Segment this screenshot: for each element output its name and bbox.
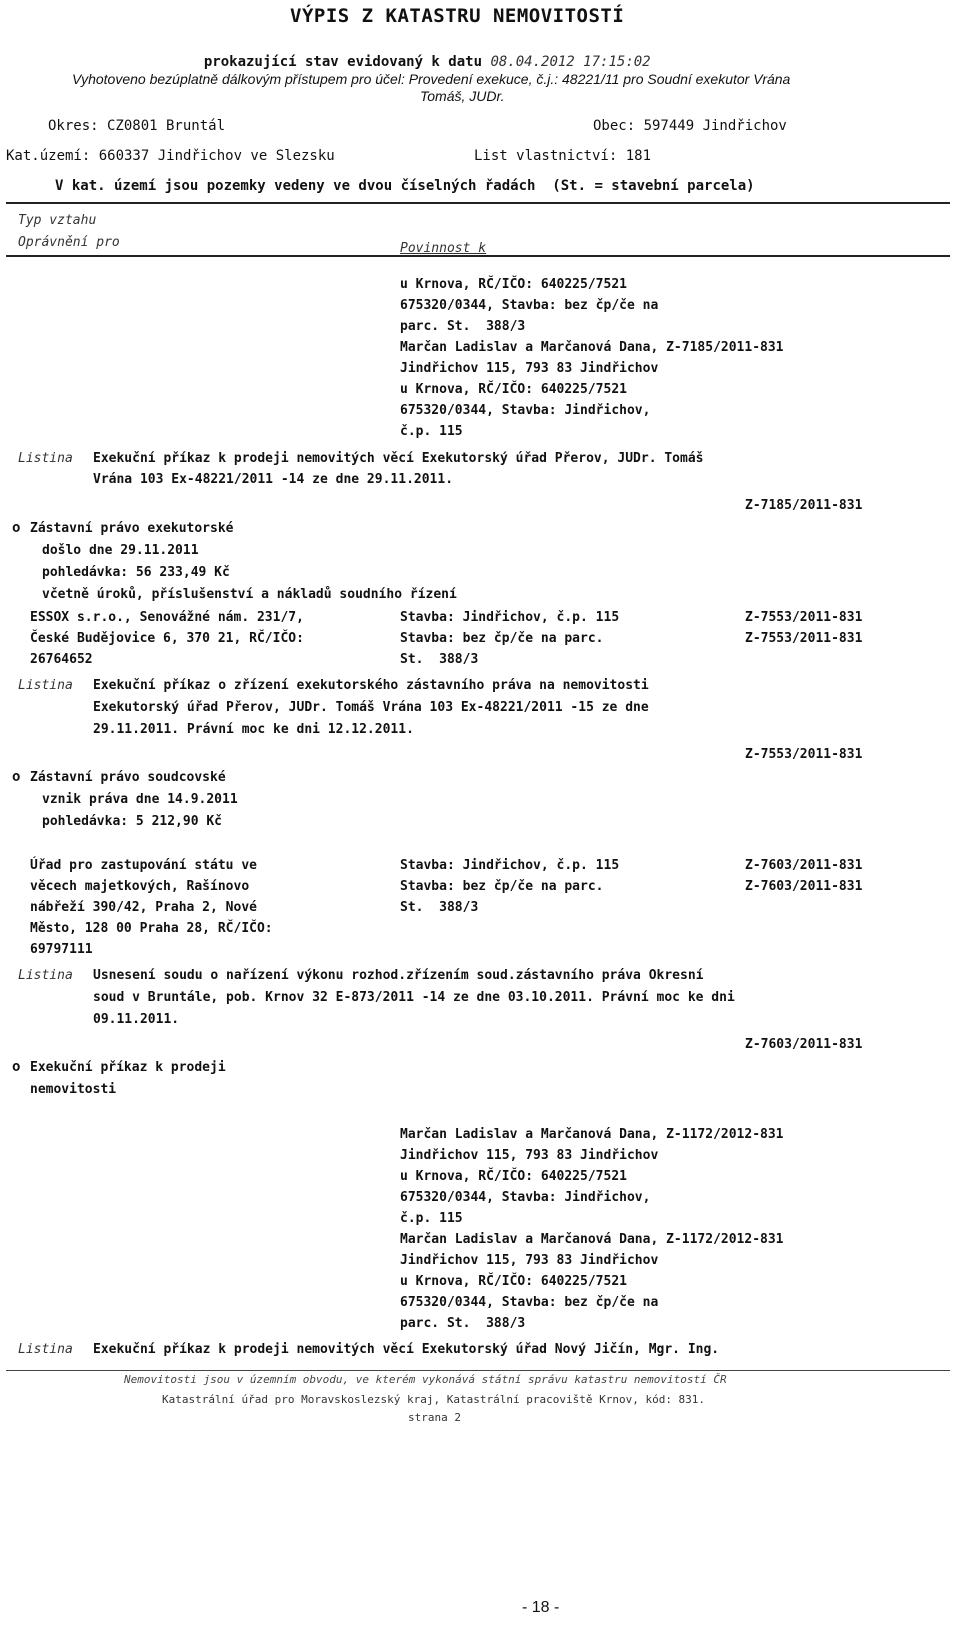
purpose-line-1: Vyhotoveno bezúplatně dálkovým přístupem pro účel: Provedení exekuce, č.j.: 48221/11 pro Soudní exekutor Vrána [72,71,791,87]
header-divider [6,202,950,204]
listina-text: 29.11.2011. Právní moc ke dni 12.12.2011. [93,722,414,737]
columns-divider [6,255,950,257]
entry-title: nemovitosti [30,1082,117,1097]
listina-text: Usnesení soudu o nařízení výkonu rozhod.zřízením soud.zástavního práva Okresní [93,968,704,983]
obec: Obec: 597449 Jindřichov [593,118,787,134]
reference-number: Z-7603/2011-831 [745,1037,863,1052]
opravneni-text: 26764652 [30,652,93,667]
footer-office: Katastrální úřad pro Moravskoslezský kraj, Katastrální pracoviště Krnov, kód: 831. [162,1393,706,1406]
reference-number: Z-7603/2011-831 [745,858,863,873]
text-line: 675320/0344, Stavba: Jindřichov, [400,403,651,418]
text-line: u Krnova, RČ/IČO: 640225/7521 [400,1274,627,1289]
listina-text: 09.11.2011. [93,1012,180,1027]
entry-detail: včetně úroků, příslušenství a nákladů soudního řízení [42,587,457,602]
reference-number: Z-7553/2011-831 [745,610,863,625]
listina-label: Listina [18,678,73,693]
subtitle-prefix: prokazující stav evidovaný k datu [203,54,483,70]
bullet: o [12,769,21,785]
entry-detail: pohledávka: 56 233,49 Kč [42,565,230,580]
entry-title: Exekuční příkaz k prodeji [30,1060,226,1075]
footer-page: strana 2 [408,1411,461,1424]
entry-detail: došlo dne 29.11.2011 [42,543,199,558]
listina-text: Exekuční příkaz o zřízení exekutorského zástavního práva na nemovitosti [93,678,649,693]
listina-label: Listina [18,451,73,466]
text-line: Jindřichov 115, 793 83 Jindřichov [400,1148,659,1163]
entry-detail: vznik práva dne 14.9.2011 [42,792,238,807]
entry-title: Zástavní právo exekutorské [30,521,234,536]
reference-number: Z-7553/2011-831 [745,747,863,762]
povinnost-text: Stavba: Jindřichov, č.p. 115 [400,610,620,625]
document-subtitle [187,31,651,73]
opravneni-text: věcech majetkových, Rašínovo [30,879,250,894]
povinnost-text: Stavba: bez čp/če na parc. [400,879,604,894]
kat-uzemi: Kat.území: 660337 Jindřichov ve Slezsku [6,148,335,164]
listina-text: Exekutorský úřad Přerov, JUDr. Tomáš Vrána 103 Ex-48221/2011 -15 ze dne [93,700,649,715]
column-typ-vztahu: Typ vztahu [18,213,97,228]
parcel-note: V kat. území jsou pozemky vedeny ve dvou číselných řadách (St. = stavební parcela) [55,178,755,194]
opravneni-text: Město, 128 00 Praha 28, RČ/IČO: [30,921,273,936]
text-line: Marčan Ladislav a Marčanová Dana, Z-1172/2012-831 [400,1232,784,1247]
text-line: č.p. 115 [400,1211,463,1226]
opravneni-text: nábřeží 390/42, Praha 2, Nové [30,900,257,915]
reference-number: Z-7185/2011-831 [745,498,863,513]
purpose-line-2: Tomáš, JUDr. [420,88,505,104]
footer-note: Nemovitosti jsou v územním obvodu, ve kterém vykonává státní správu katastru nemovitostí ČR [124,1373,727,1386]
text-line: č.p. 115 [400,424,463,439]
page-number: - 18 - [522,1599,560,1616]
text-line: u Krnova, RČ/IČO: 640225/7521 [400,1169,627,1184]
entry-title: Zástavní právo soudcovské [30,770,226,785]
povinnost-text: Stavba: bez čp/če na parc. [400,631,604,646]
bullet: o [12,520,21,536]
text-line: parc. St. 388/3 [400,319,526,334]
opravneni-text: 69797111 [30,942,93,957]
text-line: Marčan Ladislav a Marčanová Dana, Z-7185/2011-831 [400,340,784,355]
reference-number: Z-7553/2011-831 [745,631,863,646]
text-line: u Krnova, RČ/IČO: 640225/7521 [400,382,627,397]
text-line: Jindřichov 115, 793 83 Jindřichov [400,1253,659,1268]
opravneni-text: České Budějovice 6, 370 21, RČ/IČO: [30,631,304,646]
okres: Okres: CZ0801 Bruntál [48,118,226,134]
reference-number: Z-7603/2011-831 [745,879,863,894]
listina-text: soud v Bruntále, pob. Krnov 32 E-873/2011 -14 ze dne 03.10.2011. Právní moc ke dni [93,990,735,1005]
text-line: Jindřichov 115, 793 83 Jindřichov [400,361,659,376]
povinnost-text: Stavba: Jindřichov, č.p. 115 [400,858,620,873]
opravneni-text: ESSOX s.r.o., Senovážné nám. 231/7, [30,610,304,625]
text-line: Marčan Ladislav a Marčanová Dana, Z-1172/2012-831 [400,1127,784,1142]
column-povinnost-k: Povinnost k [400,241,487,256]
povinnost-text: St. 388/3 [400,652,479,667]
text-line: 675320/0344, Stavba: bez čp/če na [400,298,659,313]
listina-text: Vrána 103 Ex-48221/2011 -14 ze dne 29.11.2011. [93,472,454,487]
text-line: parc. St. 388/3 [400,1316,526,1331]
opravneni-text: Úřad pro zastupování státu ve [30,858,257,873]
text-line: 675320/0344, Stavba: bez čp/če na [400,1295,659,1310]
listina-label: Listina [18,968,73,983]
list-vlastnictvi: List vlastnictví: 181 [474,148,652,164]
povinnost-text: St. 388/3 [400,900,479,915]
bullet: o [12,1059,21,1075]
subtitle-date: 08.04.2012 17:15:02 [490,54,651,70]
listina-text: Exekuční příkaz k prodeji nemovitých věcí Exekutorský úřad Přerov, JUDr. Tomáš [93,451,704,466]
text-line: 675320/0344, Stavba: Jindřichov, [400,1190,651,1205]
listina-text: Exekuční příkaz k prodeji nemovitých věcí Exekutorský úřad Nový Jičín, Mgr. Ing. [93,1342,720,1357]
column-opravneni-pro: Oprávnění pro [18,235,120,250]
footer-divider [6,1370,950,1371]
listina-label: Listina [18,1342,73,1357]
document-title: VÝPIS Z KATASTRU NEMOVITOSTÍ [290,5,625,27]
entry-detail: pohledávka: 5 212,90 Kč [42,814,223,829]
text-line: u Krnova, RČ/IČO: 640225/7521 [400,277,627,292]
